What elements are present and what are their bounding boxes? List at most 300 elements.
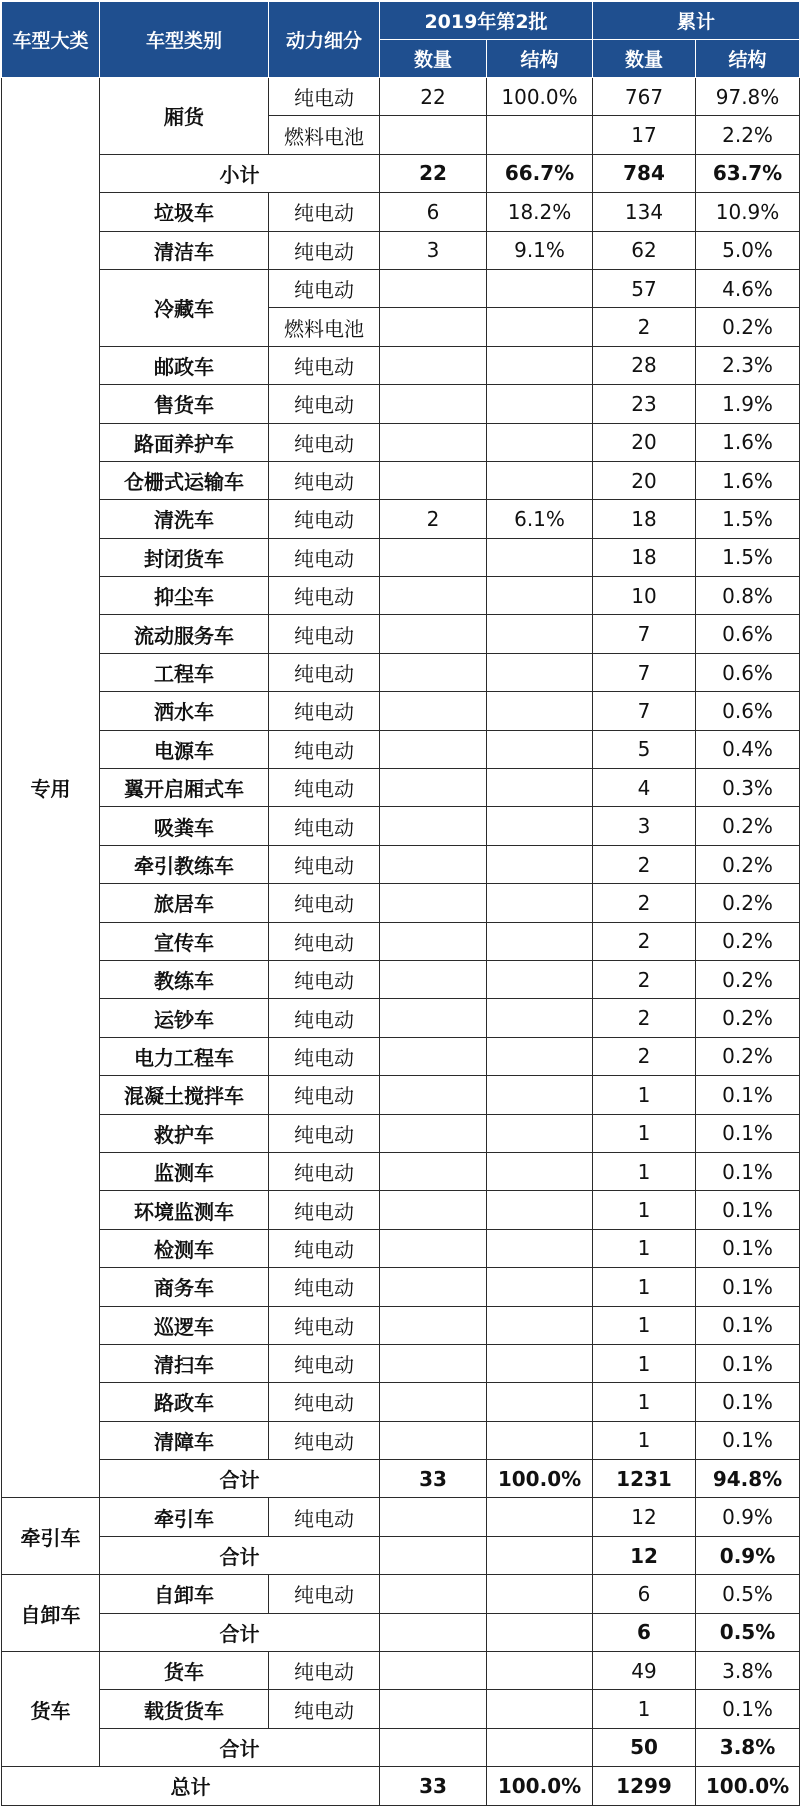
- cumulative-qty-cell: 1: [593, 1383, 696, 1421]
- cumulative-qty-cell: 1: [593, 1344, 696, 1382]
- cumulative-qty-cell: 4: [593, 769, 696, 807]
- batch-share-cell: [487, 999, 593, 1037]
- vehicle-type-cell: 货车: [100, 1652, 269, 1690]
- cumulative-qty-cell: 62: [593, 231, 696, 269]
- cumulative-qty-cell: 6: [593, 1575, 696, 1613]
- subtotal-label: 小计: [100, 154, 380, 192]
- cumulative-qty-cell: 2: [593, 308, 696, 346]
- batch-qty-cell: [380, 538, 487, 576]
- table-row: [2, 1191, 800, 1229]
- vehicle-type-cell: 垃圾车: [100, 193, 269, 231]
- cumulative-qty-cell: 1: [593, 1152, 696, 1190]
- batch-qty-cell: [380, 999, 487, 1037]
- cumulative-share-cell: 1.5%: [696, 538, 800, 576]
- vehicle-type-cell: 吸粪车: [100, 807, 269, 845]
- batch-qty-cell: [380, 960, 487, 998]
- header-cum-qty: 数量: [593, 40, 696, 78]
- table-row: [2, 845, 800, 883]
- batch-qty-cell: [380, 1037, 487, 1075]
- cumulative-qty-cell: 2: [593, 922, 696, 960]
- cumulative-share-cell: 1.9%: [696, 385, 800, 423]
- cumulative-qty-cell: 2: [593, 884, 696, 922]
- vehicle-type-cell: 混凝土搅拌车: [100, 1076, 269, 1114]
- cumulative-share-cell: 5.0%: [696, 231, 800, 269]
- batch-share-cell: [487, 730, 593, 768]
- cumulative-share-cell: 0.1%: [696, 1306, 800, 1344]
- batch-share-cell: [487, 461, 593, 499]
- table-row: [2, 1037, 800, 1075]
- batch-qty-cell: 22: [380, 154, 487, 192]
- cumulative-qty-cell: 28: [593, 346, 696, 384]
- cumulative-qty-cell: 3: [593, 807, 696, 845]
- table-header: [2, 2, 800, 78]
- batch-share-cell: 100.0%: [487, 1460, 593, 1498]
- cumulative-qty-cell: 2: [593, 960, 696, 998]
- table-row: [2, 1690, 800, 1728]
- table-row: [2, 1421, 800, 1459]
- batch-qty-cell: [380, 615, 487, 653]
- batch-share-cell: [487, 385, 593, 423]
- batch-share-cell: [487, 1536, 593, 1574]
- vehicle-type-cell: 巡逻车: [100, 1306, 269, 1344]
- batch-share-cell: 18.2%: [487, 193, 593, 231]
- cumulative-qty-cell: 20: [593, 461, 696, 499]
- header-batch: 2019年第2批: [380, 2, 593, 40]
- vehicle-type-cell: 教练车: [100, 960, 269, 998]
- total-label: 合计: [100, 1613, 380, 1651]
- power-type-cell: 纯电动: [269, 922, 380, 960]
- power-type-cell: 纯电动: [269, 653, 380, 691]
- cumulative-share-cell: 0.2%: [696, 807, 800, 845]
- subtotal-row: [2, 154, 800, 192]
- cumulative-share-cell: 0.1%: [696, 1229, 800, 1267]
- batch-qty-cell: [380, 1114, 487, 1152]
- table-row: [2, 1383, 800, 1421]
- power-type-cell: 纯电动: [269, 538, 380, 576]
- batch-share-cell: [487, 1421, 593, 1459]
- table-row: [2, 1152, 800, 1190]
- table-row: [2, 423, 800, 461]
- cumulative-qty-cell: 1: [593, 1421, 696, 1459]
- vehicle-type-cell: 路政车: [100, 1383, 269, 1421]
- header-cum-share: 结构: [696, 40, 800, 78]
- cumulative-share-cell: 1.6%: [696, 461, 800, 499]
- power-type-cell: 燃料电池: [269, 308, 380, 346]
- table-row: [2, 769, 800, 807]
- batch-share-cell: [487, 1268, 593, 1306]
- category-total-row: [2, 1460, 800, 1498]
- vehicle-type-cell: 厢货: [100, 78, 269, 155]
- cumulative-qty-cell: 12: [593, 1498, 696, 1536]
- power-type-cell: 纯电动: [269, 500, 380, 538]
- power-type-cell: 纯电动: [269, 1575, 380, 1613]
- cumulative-qty-cell: 2: [593, 999, 696, 1037]
- batch-share-cell: [487, 1306, 593, 1344]
- cumulative-qty-cell: 23: [593, 385, 696, 423]
- table-row: [2, 692, 800, 730]
- table-row: [2, 538, 800, 576]
- power-type-cell: 纯电动: [269, 78, 380, 116]
- table-row: [2, 922, 800, 960]
- cumulative-qty-cell: 10: [593, 577, 696, 615]
- batch-share-cell: [487, 1037, 593, 1075]
- cumulative-share-cell: 1.6%: [696, 423, 800, 461]
- cumulative-qty-cell: 1: [593, 1690, 696, 1728]
- batch-share-cell: 9.1%: [487, 231, 593, 269]
- cumulative-share-cell: 0.1%: [696, 1152, 800, 1190]
- total-label: 合计: [100, 1728, 380, 1766]
- batch-qty-cell: [380, 1421, 487, 1459]
- table-row: [2, 1344, 800, 1382]
- batch-share-cell: [487, 615, 593, 653]
- batch-qty-cell: [380, 1076, 487, 1114]
- batch-share-cell: [487, 1690, 593, 1728]
- power-type-cell: 纯电动: [269, 845, 380, 883]
- batch-qty-cell: [380, 807, 487, 845]
- batch-share-cell: [487, 269, 593, 307]
- power-type-cell: 纯电动: [269, 730, 380, 768]
- table-row: [2, 730, 800, 768]
- vehicle-type-cell: 宣传车: [100, 922, 269, 960]
- power-type-cell: 纯电动: [269, 769, 380, 807]
- power-type-cell: 纯电动: [269, 1037, 380, 1075]
- batch-qty-cell: [380, 385, 487, 423]
- batch-share-cell: [487, 577, 593, 615]
- cumulative-share-cell: 3.8%: [696, 1652, 800, 1690]
- grand-total-label: 总计: [2, 1767, 380, 1805]
- power-type-cell: 纯电动: [269, 1383, 380, 1421]
- batch-qty-cell: [380, 461, 487, 499]
- header-type: 车型类别: [100, 2, 269, 78]
- batch-share-cell: [487, 1114, 593, 1152]
- batch-share-cell: [487, 423, 593, 461]
- cumulative-share-cell: 0.1%: [696, 1383, 800, 1421]
- batch-qty-cell: [380, 845, 487, 883]
- vehicle-type-cell: 检测车: [100, 1229, 269, 1267]
- cumulative-share-cell: 63.7%: [696, 154, 800, 192]
- header-cumulative: 累计: [593, 2, 800, 40]
- vehicle-type-cell: 监测车: [100, 1152, 269, 1190]
- batch-share-cell: [487, 1728, 593, 1766]
- cumulative-qty-cell: 20: [593, 423, 696, 461]
- batch-qty-cell: 33: [380, 1767, 487, 1805]
- cumulative-qty-cell: 5: [593, 730, 696, 768]
- batch-share-cell: [487, 538, 593, 576]
- batch-share-cell: [487, 1383, 593, 1421]
- cumulative-share-cell: 0.5%: [696, 1575, 800, 1613]
- batch-qty-cell: 6: [380, 193, 487, 231]
- table-row: [2, 999, 800, 1037]
- header-category: 车型大类: [2, 2, 100, 78]
- power-type-cell: 纯电动: [269, 346, 380, 384]
- vehicle-type-cell: 电力工程车: [100, 1037, 269, 1075]
- cumulative-qty-cell: 50: [593, 1728, 696, 1766]
- cumulative-qty-cell: 1: [593, 1114, 696, 1152]
- batch-share-cell: [487, 116, 593, 154]
- table-row: [2, 461, 800, 499]
- power-type-cell: 纯电动: [269, 1306, 380, 1344]
- table-row: [2, 500, 800, 538]
- table-body: [2, 78, 800, 1806]
- power-type-cell: 燃料电池: [269, 116, 380, 154]
- header-batch-share: 结构: [487, 40, 593, 78]
- batch-share-cell: [487, 1344, 593, 1382]
- vehicle-type-cell: 路面养护车: [100, 423, 269, 461]
- batch-share-cell: [487, 1613, 593, 1651]
- batch-share-cell: [487, 346, 593, 384]
- cumulative-qty-cell: 2: [593, 845, 696, 883]
- batch-qty-cell: [380, 653, 487, 691]
- cumulative-share-cell: 1.5%: [696, 500, 800, 538]
- power-type-cell: 纯电动: [269, 1191, 380, 1229]
- batch-qty-cell: [380, 577, 487, 615]
- cumulative-share-cell: 4.6%: [696, 269, 800, 307]
- category-total-row: [2, 1728, 800, 1766]
- batch-share-cell: [487, 1191, 593, 1229]
- vehicle-type-cell: 抑尘车: [100, 577, 269, 615]
- vehicle-type-cell: 载货货车: [100, 1690, 269, 1728]
- cumulative-share-cell: 2.2%: [696, 116, 800, 154]
- power-type-cell: 纯电动: [269, 1421, 380, 1459]
- batch-share-cell: [487, 845, 593, 883]
- cumulative-qty-cell: 1: [593, 1191, 696, 1229]
- cumulative-qty-cell: 18: [593, 538, 696, 576]
- cumulative-share-cell: 2.3%: [696, 346, 800, 384]
- table-row: [2, 231, 800, 269]
- cumulative-qty-cell: 7: [593, 615, 696, 653]
- table-row: [2, 1114, 800, 1152]
- table-row: [2, 1229, 800, 1267]
- batch-qty-cell: 2: [380, 500, 487, 538]
- table-row: [2, 653, 800, 691]
- cumulative-share-cell: 0.8%: [696, 577, 800, 615]
- cumulative-share-cell: 0.2%: [696, 999, 800, 1037]
- cumulative-share-cell: 0.2%: [696, 1037, 800, 1075]
- batch-share-cell: 100.0%: [487, 1767, 593, 1805]
- cumulative-share-cell: 0.6%: [696, 653, 800, 691]
- batch-qty-cell: 3: [380, 231, 487, 269]
- batch-share-cell: [487, 1652, 593, 1690]
- cumulative-share-cell: 0.2%: [696, 308, 800, 346]
- power-type-cell: 纯电动: [269, 577, 380, 615]
- power-type-cell: 纯电动: [269, 1114, 380, 1152]
- batch-share-cell: [487, 1152, 593, 1190]
- vehicle-type-cell: 清扫车: [100, 1344, 269, 1382]
- power-type-cell: 纯电动: [269, 615, 380, 653]
- power-type-cell: 纯电动: [269, 461, 380, 499]
- batch-qty-cell: [380, 1152, 487, 1190]
- power-type-cell: 纯电动: [269, 1229, 380, 1267]
- vehicle-type-cell: 工程车: [100, 653, 269, 691]
- power-type-cell: 纯电动: [269, 1690, 380, 1728]
- category-total-row: [2, 1613, 800, 1651]
- batch-qty-cell: [380, 1536, 487, 1574]
- batch-qty-cell: [380, 1652, 487, 1690]
- cumulative-qty-cell: 767: [593, 78, 696, 116]
- vehicle-type-cell: 牵引车: [100, 1498, 269, 1536]
- cumulative-share-cell: 0.2%: [696, 922, 800, 960]
- header-power: 动力细分: [269, 2, 380, 78]
- cumulative-qty-cell: 1: [593, 1076, 696, 1114]
- category-cell: 专用: [2, 78, 100, 1498]
- batch-share-cell: [487, 1575, 593, 1613]
- batch-qty-cell: [380, 1613, 487, 1651]
- vehicle-type-cell: 清洁车: [100, 231, 269, 269]
- power-type-cell: 纯电动: [269, 385, 380, 423]
- table-row: [2, 807, 800, 845]
- vehicle-type-cell: 洒水车: [100, 692, 269, 730]
- batch-qty-cell: [380, 1268, 487, 1306]
- cumulative-share-cell: 0.1%: [696, 1421, 800, 1459]
- table-row: [2, 1306, 800, 1344]
- vehicle-type-cell: 仓栅式运输车: [100, 461, 269, 499]
- cumulative-share-cell: 0.5%: [696, 1613, 800, 1651]
- batch-qty-cell: [380, 1306, 487, 1344]
- batch-qty-cell: [380, 1575, 487, 1613]
- vehicle-type-cell: 环境监测车: [100, 1191, 269, 1229]
- batch-qty-cell: [380, 1383, 487, 1421]
- cumulative-qty-cell: 7: [593, 692, 696, 730]
- batch-qty-cell: 33: [380, 1460, 487, 1498]
- vehicle-type-cell: 旅居车: [100, 884, 269, 922]
- vehicle-type-cell: 冷藏车: [100, 269, 269, 346]
- cumulative-share-cell: 94.8%: [696, 1460, 800, 1498]
- cumulative-qty-cell: 12: [593, 1536, 696, 1574]
- cumulative-share-cell: 0.2%: [696, 960, 800, 998]
- cumulative-qty-cell: 49: [593, 1652, 696, 1690]
- batch-qty-cell: [380, 1191, 487, 1229]
- batch-share-cell: [487, 692, 593, 730]
- vehicle-type-cell: 封闭货车: [100, 538, 269, 576]
- batch-qty-cell: [380, 730, 487, 768]
- cumulative-share-cell: 97.8%: [696, 78, 800, 116]
- vehicle-type-cell: 邮政车: [100, 346, 269, 384]
- cumulative-share-cell: 0.2%: [696, 845, 800, 883]
- power-type-cell: 纯电动: [269, 884, 380, 922]
- vehicle-type-cell: 电源车: [100, 730, 269, 768]
- cumulative-share-cell: 0.1%: [696, 1114, 800, 1152]
- batch-qty-cell: [380, 884, 487, 922]
- cumulative-share-cell: 0.6%: [696, 615, 800, 653]
- table-row: [2, 615, 800, 653]
- batch-share-cell: [487, 769, 593, 807]
- vehicle-type-cell: 售货车: [100, 385, 269, 423]
- batch-qty-cell: [380, 269, 487, 307]
- table-row: [2, 1268, 800, 1306]
- total-label: 合计: [100, 1460, 380, 1498]
- table-row: [2, 385, 800, 423]
- category-cell: 货车: [2, 1652, 100, 1767]
- cumulative-share-cell: 0.1%: [696, 1690, 800, 1728]
- cumulative-share-cell: 0.3%: [696, 769, 800, 807]
- vehicle-type-cell: 运钞车: [100, 999, 269, 1037]
- category-cell: 牵引车: [2, 1498, 100, 1575]
- cumulative-qty-cell: 18: [593, 500, 696, 538]
- vehicle-type-cell: 翼开启厢式车: [100, 769, 269, 807]
- batch-share-cell: [487, 884, 593, 922]
- power-type-cell: 纯电动: [269, 807, 380, 845]
- power-type-cell: 纯电动: [269, 1268, 380, 1306]
- table-row: [2, 1076, 800, 1114]
- table-row: [2, 1498, 800, 1536]
- batch-qty-cell: [380, 769, 487, 807]
- power-type-cell: 纯电动: [269, 960, 380, 998]
- cumulative-qty-cell: 134: [593, 193, 696, 231]
- batch-qty-cell: [380, 1728, 487, 1766]
- vehicle-stats-table: [1, 1, 800, 1806]
- batch-qty-cell: [380, 1344, 487, 1382]
- batch-share-cell: [487, 922, 593, 960]
- vehicle-type-cell: 清洗车: [100, 500, 269, 538]
- category-cell: 自卸车: [2, 1575, 100, 1652]
- batch-share-cell: [487, 653, 593, 691]
- header-batch-qty: 数量: [380, 40, 487, 78]
- cumulative-share-cell: 0.9%: [696, 1498, 800, 1536]
- cumulative-share-cell: 0.1%: [696, 1191, 800, 1229]
- table-row: [2, 269, 800, 307]
- vehicle-type-cell: 流动服务车: [100, 615, 269, 653]
- batch-qty-cell: [380, 1229, 487, 1267]
- cumulative-qty-cell: 17: [593, 116, 696, 154]
- cumulative-share-cell: 10.9%: [696, 193, 800, 231]
- cumulative-qty-cell: 1231: [593, 1460, 696, 1498]
- batch-share-cell: 66.7%: [487, 154, 593, 192]
- batch-qty-cell: 22: [380, 78, 487, 116]
- batch-share-cell: [487, 1229, 593, 1267]
- grand-total-row: [2, 1767, 800, 1805]
- batch-qty-cell: [380, 423, 487, 461]
- total-label: 合计: [100, 1536, 380, 1574]
- batch-qty-cell: [380, 1498, 487, 1536]
- power-type-cell: 纯电动: [269, 269, 380, 307]
- table-row: [2, 884, 800, 922]
- batch-qty-cell: [380, 116, 487, 154]
- table-row: [2, 78, 800, 116]
- batch-qty-cell: [380, 922, 487, 960]
- cumulative-qty-cell: 1: [593, 1268, 696, 1306]
- cumulative-qty-cell: 1299: [593, 1767, 696, 1805]
- table-row: [2, 346, 800, 384]
- cumulative-share-cell: 0.1%: [696, 1268, 800, 1306]
- table-row: [2, 1652, 800, 1690]
- batch-share-cell: [487, 807, 593, 845]
- power-type-cell: 纯电动: [269, 1076, 380, 1114]
- cumulative-qty-cell: 1: [593, 1306, 696, 1344]
- cumulative-share-cell: 0.1%: [696, 1344, 800, 1382]
- batch-qty-cell: [380, 1690, 487, 1728]
- cumulative-qty-cell: 2: [593, 1037, 696, 1075]
- cumulative-share-cell: 0.9%: [696, 1536, 800, 1574]
- cumulative-qty-cell: 6: [593, 1613, 696, 1651]
- cumulative-qty-cell: 784: [593, 154, 696, 192]
- cumulative-share-cell: 0.4%: [696, 730, 800, 768]
- power-type-cell: 纯电动: [269, 1344, 380, 1382]
- batch-qty-cell: [380, 346, 487, 384]
- batch-share-cell: [487, 1076, 593, 1114]
- table-row: [2, 960, 800, 998]
- category-total-row: [2, 1536, 800, 1574]
- power-type-cell: 纯电动: [269, 1498, 380, 1536]
- power-type-cell: 纯电动: [269, 193, 380, 231]
- cumulative-share-cell: 0.2%: [696, 884, 800, 922]
- batch-share-cell: 100.0%: [487, 78, 593, 116]
- cumulative-share-cell: 3.8%: [696, 1728, 800, 1766]
- vehicle-type-cell: 牵引教练车: [100, 845, 269, 883]
- vehicle-type-cell: 自卸车: [100, 1575, 269, 1613]
- cumulative-qty-cell: 57: [593, 269, 696, 307]
- batch-share-cell: 6.1%: [487, 500, 593, 538]
- power-type-cell: 纯电动: [269, 692, 380, 730]
